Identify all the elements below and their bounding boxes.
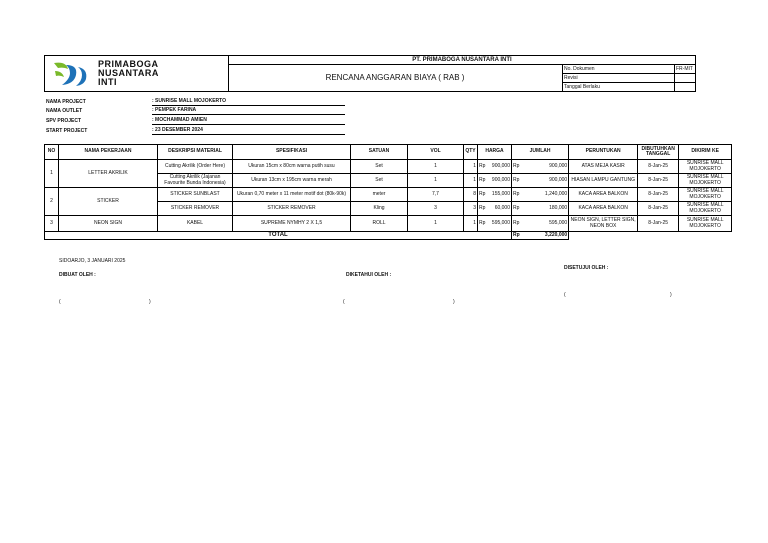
row-job-name: STICKER [59, 188, 158, 216]
row-needed-date: 8-Jan-25 [638, 160, 679, 174]
row-amount: 180,000 [521, 202, 569, 216]
company-logo [52, 59, 182, 87]
row-unit: meter [351, 188, 408, 202]
meta-revision-label: Revisi [564, 75, 578, 81]
logo-text-line1: PRIMABOGA [98, 59, 159, 69]
row-material: STICKER SUNBLAST [158, 188, 233, 202]
table-header-row [45, 145, 732, 160]
row-needed-date: 8-Jan-25 [638, 216, 679, 232]
col-header-amount: JUMLAH [512, 145, 569, 160]
row-amount: 900,000 [521, 160, 569, 174]
row-ship-to: SUNRISE MALL MOJOKERTO [679, 174, 732, 188]
col-header-ship-to: DIKIRIM KE [679, 145, 732, 160]
row-qty: 8 [464, 188, 478, 202]
made-by-open-paren: ( [59, 299, 61, 305]
col-header-qty: QTY [464, 145, 478, 160]
row-vol: 1 [408, 160, 464, 174]
row-unit: Set [351, 160, 408, 174]
total-value: 3,220,000 [521, 232, 569, 240]
row-no: 3 [45, 216, 59, 232]
col-header-usage: PERUNTUKAN [569, 145, 638, 160]
row-price: 60,000 [487, 202, 512, 216]
row-vol: 1 [408, 174, 464, 188]
outlet-name-label: NAMA OUTLET [46, 108, 83, 114]
total-row [45, 232, 732, 240]
meta-effective-date-label: Tanggal Berlaku [564, 84, 600, 90]
row-amount-currency: Rp [512, 188, 521, 202]
approved-by-label: DISETUJUI OLEH : [564, 265, 609, 271]
row-material: Cutting Akrilik (Order Here) [158, 160, 233, 174]
col-header-spec: SPESIFIKASI [233, 145, 351, 160]
row-amount: 1,240,000 [521, 188, 569, 202]
row-price: 595,000 [487, 216, 512, 232]
total-currency: Rp [513, 231, 520, 238]
row-spec: Ukuran 0,70 meter x 11 meter motif dot (80k-90k) [233, 188, 351, 202]
row-amount: 595,000 [521, 216, 569, 232]
table-row [45, 216, 732, 232]
known-by-close-paren: ) [453, 299, 455, 305]
row-no: 1 [45, 160, 59, 188]
row-price-currency: Rp [478, 188, 487, 202]
place-date: SIDOARJO, 3 JANUARI 2025 [59, 258, 126, 264]
row-spec: STICKER REMOVER [233, 202, 351, 216]
row-unit: Set [351, 174, 408, 188]
row-price-currency: Rp [478, 216, 487, 232]
row-usage: HIASAN LAMPU GANTUNG [569, 174, 638, 188]
row-price: 155,000 [487, 188, 512, 202]
row-spec: Ukuran 15cm x 80cm warna putih susu [233, 160, 351, 174]
col-header-needed-date: DIBUTUHKAN TANGGAL [638, 145, 679, 160]
approved-by-open-paren: ( [564, 292, 566, 298]
outlet-name-value: : PEMPEK FARINA [152, 107, 345, 115]
known-by-open-paren: ( [343, 299, 345, 305]
row-material: Cutting Akrilik (Jajanan Favourite Bunda Indonesia) [158, 174, 233, 188]
row-price: 900,000 [487, 160, 512, 174]
logo-text-line2: NUSANTARA [98, 68, 159, 78]
row-ship-to: SUNRISE MALL MOJOKERTO [679, 202, 732, 216]
row-needed-date: 8-Jan-25 [638, 188, 679, 202]
row-qty: 3 [464, 202, 478, 216]
logo-text-line3: INTI [98, 77, 117, 87]
row-price-currency: Rp [478, 174, 487, 188]
row-ship-to: SUNRISE MALL MOJOKERTO [679, 160, 732, 174]
row-unit: ROLL [351, 216, 408, 232]
meta-doc-number-label: No. Dokumen [564, 66, 595, 72]
row-job-name: NEON SIGN [59, 216, 158, 232]
known-by-label: DIKETAHUI OLEH : [346, 272, 392, 278]
made-by-label: DIBUAT OLEH : [59, 272, 96, 278]
spv-project-label: SPV PROJECT [46, 118, 82, 124]
made-by-close-paren: ) [149, 299, 151, 305]
row-amount: 900,000 [521, 174, 569, 188]
row-spec: Ukuran 13cm x 195cm warna merah [233, 174, 351, 188]
row-material: STICKER REMOVER [158, 202, 233, 216]
row-amount-currency: Rp [512, 202, 521, 216]
row-vol: 7,7 [408, 188, 464, 202]
row-usage: KACA AREA BALKON [569, 188, 638, 202]
row-vol: 1 [408, 216, 464, 232]
row-needed-date: 8-Jan-25 [638, 202, 679, 216]
table-row [45, 188, 732, 202]
start-project-label: START PROJECT [46, 128, 88, 134]
col-header-unit: SATUAN [351, 145, 408, 160]
row-price: 900,000 [487, 174, 512, 188]
row-price-currency: Rp [478, 202, 487, 216]
row-usage: KACA AREA BALKON [569, 202, 638, 216]
row-spec: SUPREME NYMHY 2 X 1,5 [233, 216, 351, 232]
col-header-vol: VOL [408, 145, 464, 160]
col-header-material: DESKRIPSI MATERIAL [158, 145, 233, 160]
row-amount-currency: Rp [512, 160, 521, 174]
row-no: 2 [45, 188, 59, 216]
row-qty: 1 [464, 216, 478, 232]
row-unit: Kling [351, 202, 408, 216]
table-row [45, 160, 732, 174]
row-material: KABEL [158, 216, 233, 232]
row-usage: NEON SIGN, LETTER SIGN, NEON BOX [569, 216, 638, 232]
start-project-value: : 23 DESEMBER 2024 [152, 127, 345, 135]
row-ship-to: SUNRISE MALL MOJOKERTO [679, 216, 732, 232]
col-header-price: HARGA [478, 145, 512, 160]
total-label: TOTAL [45, 232, 512, 240]
row-amount-currency: Rp [512, 174, 521, 188]
company-name: PT. PRIMABOGA NUSANTARA INTI [412, 57, 512, 63]
meta-doc-number-value: FR-MIT [676, 66, 693, 72]
logo-mark-icon [52, 59, 92, 87]
document-title: RENCANA ANGGARAN BIAYA ( RAB ) [325, 73, 465, 82]
project-name-label: NAMA PROJECT [46, 99, 86, 105]
row-qty: 1 [464, 174, 478, 188]
row-price-currency: Rp [478, 160, 487, 174]
rab-table [44, 144, 732, 240]
col-header-job: NAMA PEKERJAAN [59, 145, 158, 160]
col-header-no: NO [45, 145, 59, 160]
row-usage: ATAS MEJA KASIR [569, 160, 638, 174]
project-name-value: : SUNRISE MALL MOJOKERTO [152, 98, 345, 106]
row-vol: 3 [408, 202, 464, 216]
row-amount-currency: Rp [512, 216, 521, 232]
approved-by-close-paren: ) [670, 292, 672, 298]
row-qty: 1 [464, 160, 478, 174]
spv-project-value: : MOCHAMMAD AMIEN [152, 117, 345, 125]
row-job-name: LETTER AKRILIK [59, 160, 158, 188]
row-ship-to: SUNRISE MALL MOJOKERTO [679, 188, 732, 202]
row-needed-date: 8-Jan-25 [638, 174, 679, 188]
